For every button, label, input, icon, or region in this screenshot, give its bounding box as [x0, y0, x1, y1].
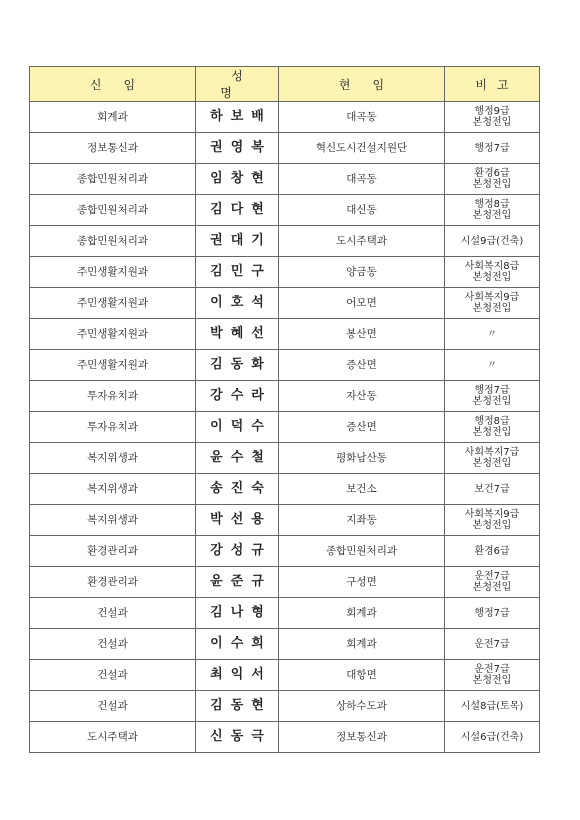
note-cell — [445, 102, 540, 133]
current-post-cell: 지좌동 — [279, 505, 445, 536]
current-post-cell: 대곡동 — [279, 102, 445, 133]
name-cell: 김다현 — [196, 195, 279, 226]
note-cell — [445, 412, 540, 443]
note-line: 〃 — [487, 328, 497, 340]
table-row — [30, 412, 540, 443]
name-cell: 박혜선 — [196, 319, 279, 350]
note-cell — [445, 567, 540, 598]
table-row — [30, 257, 540, 288]
table-row — [30, 319, 540, 350]
new-post-cell: 투자유치과 — [30, 412, 196, 443]
note-cell — [445, 660, 540, 691]
note-line: 환경6급 — [474, 545, 510, 557]
new-post-cell: 종합민원처리과 — [30, 226, 196, 257]
note-line: 본청전입 — [472, 520, 512, 531]
table-row — [30, 164, 540, 195]
current-post-cell: 봉산면 — [279, 319, 445, 350]
new-post-cell: 건설과 — [30, 598, 196, 629]
note-cell — [445, 443, 540, 474]
name-cell: 최익서 — [196, 660, 279, 691]
note-line: 본청전입 — [472, 179, 512, 190]
name-cell: 윤수철 — [196, 443, 279, 474]
note-cell — [445, 629, 540, 660]
name-cell: 강수라 — [196, 381, 279, 412]
name-cell: 강성규 — [196, 536, 279, 567]
table-header — [30, 67, 540, 102]
table-row — [30, 102, 540, 133]
table-row — [30, 598, 540, 629]
new-post-cell: 환경관리과 — [30, 567, 196, 598]
current-post-cell: 양금동 — [279, 257, 445, 288]
new-post-cell: 건설과 — [30, 629, 196, 660]
new-post-cell: 주민생활지원과 — [30, 350, 196, 381]
note-cell — [445, 288, 540, 319]
new-post-cell: 종합민원처리과 — [30, 164, 196, 195]
table-row — [30, 567, 540, 598]
current-post-cell: 혁신도시건설지원단 — [279, 133, 445, 164]
note-line: 본청전입 — [472, 582, 512, 593]
note-cell — [445, 350, 540, 381]
table-row — [30, 536, 540, 567]
current-post-cell: 대신동 — [279, 195, 445, 226]
name-cell: 김동현 — [196, 691, 279, 722]
new-post-cell: 주민생활지원과 — [30, 288, 196, 319]
current-post-cell: 도시주택과 — [279, 226, 445, 257]
current-post-cell: 자산동 — [279, 381, 445, 412]
current-post-cell: 대항면 — [279, 660, 445, 691]
new-post-cell: 복지위생과 — [30, 443, 196, 474]
table-row — [30, 629, 540, 660]
new-post-cell: 종합민원처리과 — [30, 195, 196, 226]
note-cell — [445, 722, 540, 753]
name-cell: 김동화 — [196, 350, 279, 381]
note-line: 행정9급 — [474, 106, 510, 117]
name-cell: 송진숙 — [196, 474, 279, 505]
header-row — [30, 67, 540, 102]
note-line: 운전7급 — [474, 664, 510, 675]
name-cell: 하보배 — [196, 102, 279, 133]
note-line: 본청전입 — [472, 396, 512, 407]
table-row — [30, 474, 540, 505]
note-cell — [445, 598, 540, 629]
name-cell: 윤준규 — [196, 567, 279, 598]
name-cell: 이덕수 — [196, 412, 279, 443]
table-body — [30, 102, 540, 753]
new-post-cell: 복지위생과 — [30, 474, 196, 505]
current-post-cell: 대곡동 — [279, 164, 445, 195]
note-cell — [445, 536, 540, 567]
personnel-table — [29, 66, 540, 753]
table-row — [30, 443, 540, 474]
note-line: 〃 — [487, 359, 497, 371]
current-post-cell: 정보통신과 — [279, 722, 445, 753]
current-post-cell: 종합민원처리과 — [279, 536, 445, 567]
note-line: 사회복지8급 — [464, 261, 520, 272]
note-line: 본청전입 — [472, 210, 512, 221]
note-cell — [445, 474, 540, 505]
header-name: 성명 — [196, 67, 279, 102]
note-line: 본청전입 — [472, 458, 512, 469]
current-post-cell: 보건소 — [279, 474, 445, 505]
current-post-cell: 회계과 — [279, 629, 445, 660]
table-row — [30, 226, 540, 257]
table-row — [30, 691, 540, 722]
note-cell — [445, 381, 540, 412]
note-line: 행정7급 — [474, 142, 510, 154]
name-cell: 이호석 — [196, 288, 279, 319]
note-line: 사회복지9급 — [464, 292, 520, 303]
name-cell: 박선용 — [196, 505, 279, 536]
note-cell — [445, 691, 540, 722]
new-post-cell: 도시주택과 — [30, 722, 196, 753]
table-row — [30, 505, 540, 536]
note-line: 본청전입 — [472, 117, 512, 128]
name-cell: 이수희 — [196, 629, 279, 660]
current-post-cell: 평화남산동 — [279, 443, 445, 474]
table-row — [30, 722, 540, 753]
name-cell: 김민구 — [196, 257, 279, 288]
note-line: 행정7급 — [474, 607, 510, 619]
note-line: 행정7급 — [474, 385, 510, 396]
note-line: 본청전입 — [472, 272, 512, 283]
name-cell: 신동극 — [196, 722, 279, 753]
note-line: 사회복지7급 — [464, 447, 520, 458]
current-post-cell: 상하수도과 — [279, 691, 445, 722]
note-line: 행정8급 — [474, 199, 510, 210]
note-line: 환경6급 — [474, 168, 510, 179]
table-row — [30, 133, 540, 164]
new-post-cell: 환경관리과 — [30, 536, 196, 567]
note-line: 시설9급(건축) — [460, 235, 524, 247]
note-cell — [445, 319, 540, 350]
header-new-post: 신임 — [30, 67, 196, 102]
note-line: 행정8급 — [474, 416, 510, 427]
name-cell: 김나형 — [196, 598, 279, 629]
note-cell — [445, 226, 540, 257]
note-line: 보건7급 — [474, 483, 510, 495]
table-row — [30, 195, 540, 226]
note-cell — [445, 133, 540, 164]
current-post-cell: 회계과 — [279, 598, 445, 629]
new-post-cell: 주민생활지원과 — [30, 257, 196, 288]
note-cell — [445, 505, 540, 536]
note-line: 본청전입 — [472, 427, 512, 438]
header-current-post: 현임 — [279, 67, 445, 102]
current-post-cell: 어모면 — [279, 288, 445, 319]
header-note: 비고 — [445, 67, 540, 102]
name-cell: 임창현 — [196, 164, 279, 195]
new-post-cell: 건설과 — [30, 660, 196, 691]
note-cell — [445, 164, 540, 195]
note-line: 본청전입 — [472, 675, 512, 686]
name-cell: 권대기 — [196, 226, 279, 257]
note-line: 본청전입 — [472, 303, 512, 314]
new-post-cell: 건설과 — [30, 691, 196, 722]
current-post-cell: 구성면 — [279, 567, 445, 598]
current-post-cell: 증산면 — [279, 412, 445, 443]
name-cell: 권영복 — [196, 133, 279, 164]
table-row — [30, 381, 540, 412]
note-cell — [445, 195, 540, 226]
note-line: 사회복지9급 — [464, 509, 520, 520]
table-row — [30, 350, 540, 381]
note-cell — [445, 257, 540, 288]
new-post-cell: 정보통신과 — [30, 133, 196, 164]
new-post-cell: 투자유치과 — [30, 381, 196, 412]
note-line: 시설6급(건축) — [460, 731, 524, 743]
note-line: 운전7급 — [474, 571, 510, 582]
new-post-cell: 복지위생과 — [30, 505, 196, 536]
note-line: 운전7급 — [474, 638, 510, 650]
new-post-cell: 회계과 — [30, 102, 196, 133]
new-post-cell: 주민생활지원과 — [30, 319, 196, 350]
table-row — [30, 288, 540, 319]
table-row — [30, 660, 540, 691]
note-line: 시설8급(토목) — [460, 700, 524, 712]
current-post-cell: 증산면 — [279, 350, 445, 381]
